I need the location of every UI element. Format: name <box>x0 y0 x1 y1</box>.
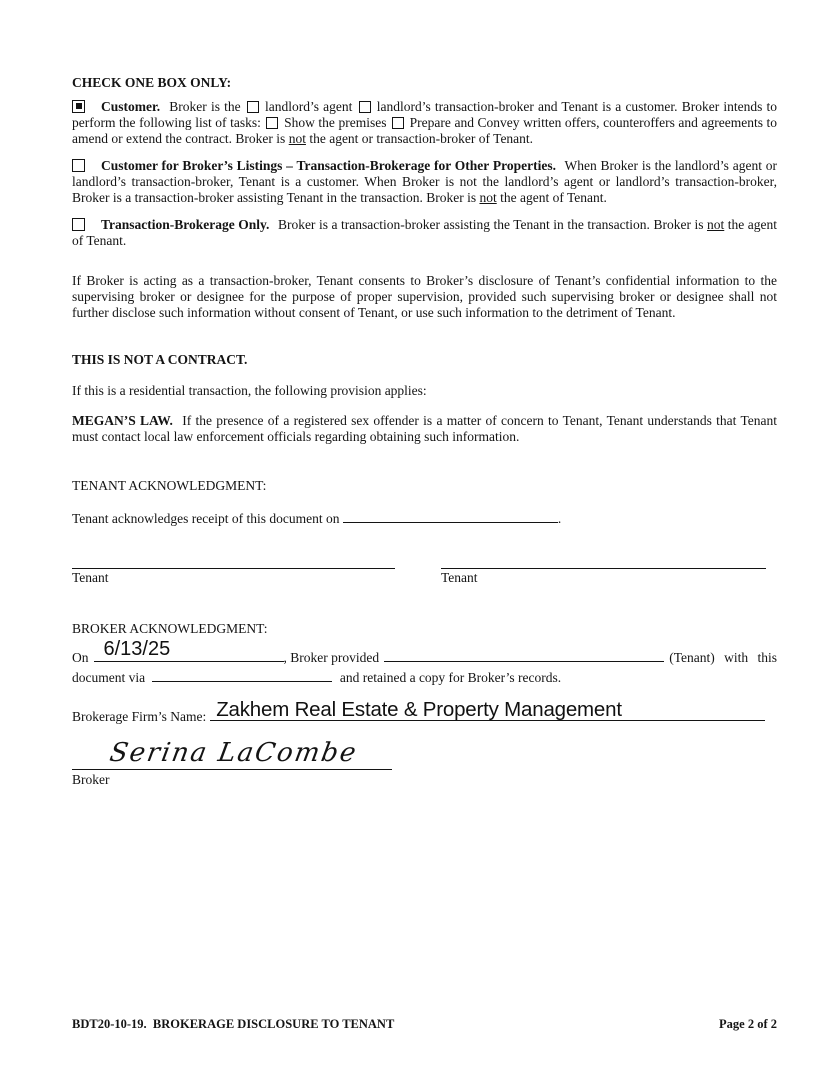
option-customer-text-3: landlord’s transaction-broker and Tenant is a customer. Broker intends to perform the following list of tasks: <box>72 99 778 130</box>
brokerage-firm-label: Brokerage Firm’s Name: <box>72 709 207 724</box>
option-transaction-brokerage-text-1: Broker is a transaction-broker assisting the Tenant in the transaction. Broker is <box>277 217 704 232</box>
tenant-signature-block-2 <box>441 544 766 586</box>
broker-acknowledgment-heading: BROKER ACKNOWLEDGMENT: <box>72 621 268 636</box>
option-customer-brokers-listings <box>72 158 777 206</box>
option-transaction-brokerage-not-underlined: not <box>707 217 725 232</box>
landlords-agent-checkbox-icon[interactable] <box>247 101 259 113</box>
on-label: On <box>72 650 89 665</box>
brokerage-firm-value: Zakhem Real Estate & Property Management <box>216 698 622 721</box>
option-brokers-listings-title: Customer for Broker’s Listings – Transaction-Brokerage for Other Properties. <box>101 158 556 173</box>
option-customer-title: Customer. <box>101 99 161 114</box>
check-one-box-heading: CHECK ONE BOX ONLY: <box>72 75 232 90</box>
megans-law-title: MEGAN’S LAW. <box>72 413 173 428</box>
landlords-transaction-broker-checkbox-icon[interactable] <box>359 101 371 113</box>
option-transaction-brokerage-title: Transaction-Brokerage Only. <box>101 217 270 232</box>
broker-date-value: 6/13/25 <box>103 638 171 660</box>
broker-signature-value: Serina LaCombe <box>107 738 361 768</box>
tenant-signature-block-1 <box>72 544 395 586</box>
retained-copy-label: and retained a copy for Broker’s records. <box>339 670 562 685</box>
megans-law-body: If the presence of a registered sex offender is a matter of concern to Tenant, Tenant understands that Tenant must contact local law enforcement officials regarding obtaining such information. <box>72 413 777 444</box>
receipt-line <box>72 509 777 527</box>
tenant-signature-line-1[interactable] <box>72 544 395 569</box>
megans-law-paragraph <box>72 413 777 445</box>
document-via-line <box>72 668 777 686</box>
tenant-acknowledgment-heading: TENANT ACKNOWLEDGMENT: <box>72 478 267 493</box>
not-a-contract-heading: THIS IS NOT A CONTRACT. <box>72 352 248 367</box>
option-customer-text-5: Prepare and Convey written offers, counteroffers and agreements to amend or extend the contract. Broker is <box>72 115 778 146</box>
prepare-convey-checkbox-icon[interactable] <box>392 117 404 129</box>
tenant-signature-label-2: Tenant <box>441 570 478 585</box>
brokerage-firm-blank[interactable] <box>210 694 765 721</box>
option-brokers-listings-not-underlined: not <box>479 190 497 205</box>
broker-date-blank[interactable] <box>94 638 284 662</box>
option-customer-text-4: Show the premises <box>284 115 387 130</box>
receipt-suffix: . <box>557 511 562 526</box>
option-customer-text-1: Broker is the <box>169 99 241 114</box>
customer-checkbox-checked-icon[interactable] <box>72 100 85 113</box>
broker-signature-label: Broker <box>72 772 110 787</box>
option-customer-text-6: the agent or transaction-broker of Tenant. <box>309 131 534 146</box>
option-customer-text-2: landlord’s agent <box>264 99 353 114</box>
option-brokers-listings-text-1: When Broker is the landlord’s agent or landlord’s transaction-broker, Tenant is a customer. When Broker is not the landlord’s agent or landlord’s transaction-broker, Broker is a transaction-broker assisting Tenant in the transaction. Broker is <box>72 158 777 205</box>
transaction-broker-consent-paragraph: If Broker is acting as a transaction-broker, Tenant consents to Broker’s disclosure of Tenant’s confidential information to the supervising broker or designee for the purpose of proper supervision, provided such supervising broker or designee shall not further disclose such information without consent of Tenant, or use such information to the detriment of Tenant. <box>72 273 777 320</box>
broker-provided-label: , Broker provided <box>283 650 380 665</box>
tenant-signature-line-2[interactable] <box>441 544 766 569</box>
tenant-signature-row <box>72 544 766 586</box>
delivery-method-blank[interactable] <box>152 668 332 682</box>
option-transaction-brokerage-only <box>72 217 777 249</box>
footer-page-number: Page 2 of 2 <box>719 1017 777 1031</box>
transaction-brokerage-only-checkbox-icon[interactable] <box>72 218 85 231</box>
tenant-signature-label-1: Tenant <box>72 570 109 585</box>
option-brokers-listings-text-2: the agent of Tenant. <box>500 190 607 205</box>
option-customer <box>72 99 777 147</box>
receipt-prefix: Tenant acknowledges receipt of this document on <box>72 511 340 526</box>
footer-form-code: BDT20-10-19. BROKERAGE DISCLOSURE TO TENANT <box>72 1017 395 1031</box>
document-via-label: document via <box>72 670 146 685</box>
tenant-with-this-label: (Tenant) with this <box>669 650 777 665</box>
receipt-date-blank[interactable] <box>343 509 558 523</box>
option-customer-not-underlined: not <box>288 131 306 146</box>
option-transaction-brokerage-text-2: the agent of Tenant. <box>72 217 778 248</box>
page-footer <box>72 1016 777 1032</box>
brokerage-firm-row <box>72 694 765 725</box>
tenant-name-blank[interactable] <box>384 648 664 662</box>
broker-signature-line[interactable] <box>72 737 392 770</box>
broker-signature-block <box>72 737 392 788</box>
broker-provided-line <box>72 638 777 666</box>
residential-provision-note: If this is a residential transaction, the following provision applies: <box>72 383 427 398</box>
customer-brokers-listings-checkbox-icon[interactable] <box>72 159 85 172</box>
show-premises-checkbox-icon[interactable] <box>266 117 278 129</box>
